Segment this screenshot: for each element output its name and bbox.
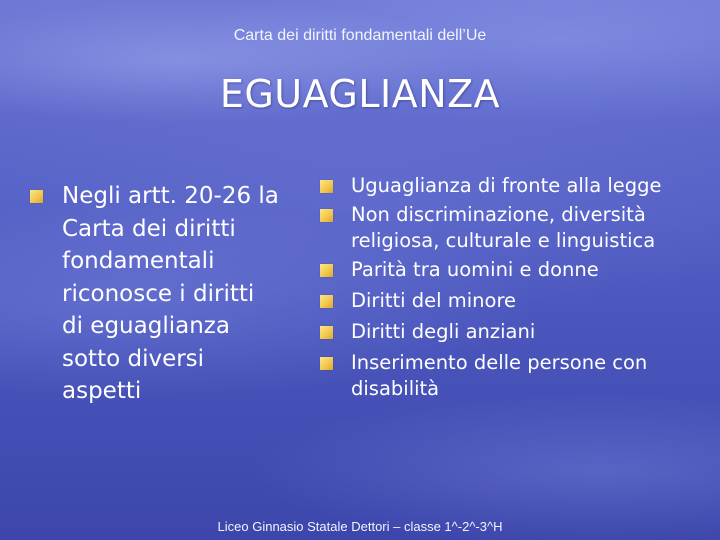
square-bullet-icon [30,190,43,203]
slide-title: EGUAGLIANZA [219,72,501,116]
square-bullet-icon [320,357,333,370]
list-item [320,202,700,254]
square-bullet-icon [320,295,333,308]
right-bullet-list [320,173,700,407]
list-item-text: Inserimento delle persone con disabilità [351,351,648,400]
square-bullet-icon [320,264,333,277]
list-item-text: Non discriminazione, diversità religiosa, culturale e linguistica [351,203,656,252]
list-item [320,350,700,402]
square-bullet-icon [320,180,333,193]
left-bullet-list [30,180,280,408]
list-item [320,288,700,314]
list-item-text: Diritti degli anziani [351,320,536,343]
list-item [320,257,700,283]
square-bullet-icon [320,326,333,339]
slide-footer: Liceo Ginnasio Statale Dettori – classe 1^-2^-3^H [217,519,503,534]
slide-subtitle: Carta dei diritti fondamentali dell’Ue [233,27,487,44]
list-item [30,180,280,408]
list-item-text: Diritti del minore [351,289,517,312]
list-item-text: Uguaglianza di fronte alla legge [351,174,662,197]
list-item [320,319,700,345]
square-bullet-icon [320,209,333,222]
list-item-text: Negli artt. 20-26 la Carta dei diritti fondamentali riconosce i diritti di eguaglianza sotto diversi aspetti [62,183,279,404]
list-item [320,173,700,199]
list-item-text: Parità tra uomini e donne [351,258,599,281]
